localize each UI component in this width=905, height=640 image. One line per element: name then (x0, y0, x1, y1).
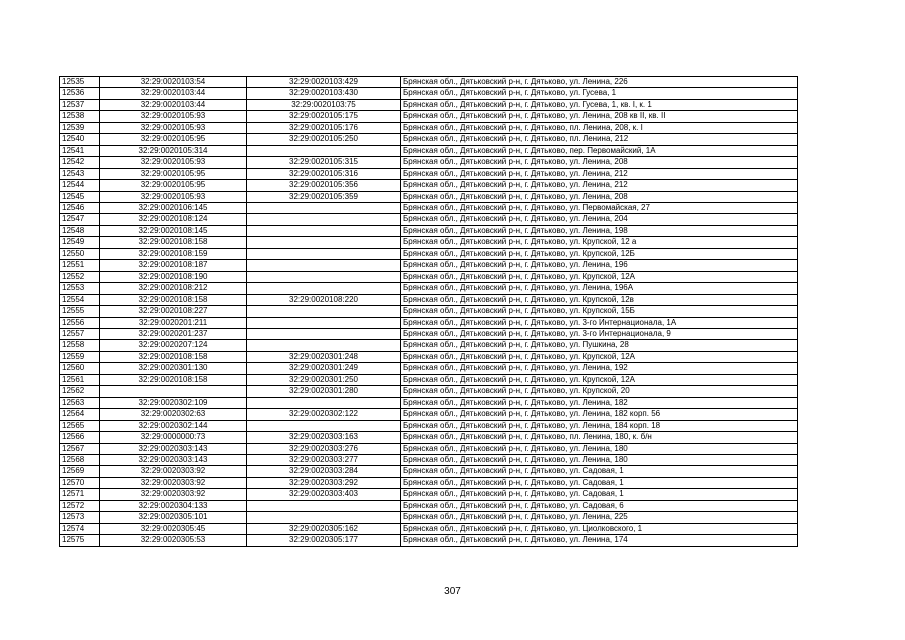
related-cadastral-number-cell (247, 145, 401, 156)
address-cell: Брянская обл., Дятьковский р-н, г. Дятьково, ул. Ленина, 174 (401, 535, 798, 546)
address-cell: Брянская обл., Дятьковский р-н, г. Дятьково, ул. Циолковского, 1 (401, 523, 798, 534)
related-cadastral-number-cell (247, 317, 401, 328)
row-number-cell: 12562 (60, 386, 100, 397)
table-row (60, 432, 798, 443)
related-cadastral-number-cell: 32:29:0020103:430 (247, 88, 401, 99)
table-row (60, 237, 798, 248)
related-cadastral-number-cell: 32:29:0020105:359 (247, 191, 401, 202)
cadastral-number-cell: 32:29:0020108:145 (100, 225, 247, 236)
cadastral-number-cell: 32:29:0020105:314 (100, 145, 247, 156)
related-cadastral-number-cell (247, 340, 401, 351)
related-cadastral-number-cell: 32:29:0020303:403 (247, 489, 401, 500)
table-row (60, 523, 798, 534)
address-cell: Брянская обл., Дятьковский р-н, г. Дятьково, ул. Садовая, 1 (401, 466, 798, 477)
cadastral-number-cell: 32:29:0020304:133 (100, 500, 247, 511)
address-cell: Брянская обл., Дятьковский р-н, г. Дятьково, ул. Ленина, 226 (401, 77, 798, 88)
table-row (60, 512, 798, 523)
related-cadastral-number-cell: 32:29:0020305:162 (247, 523, 401, 534)
cadastral-number-cell: 32:29:0020105:93 (100, 191, 247, 202)
cadastral-number-cell: 32:29:0020303:92 (100, 489, 247, 500)
table-row (60, 340, 798, 351)
table-row (60, 454, 798, 465)
registry-table (59, 76, 798, 547)
cadastral-number-cell: 32:29:0020105:95 (100, 180, 247, 191)
related-cadastral-number-cell (247, 214, 401, 225)
table-row (60, 317, 798, 328)
address-cell: Брянская обл., Дятьковский р-н, г. Дятьково, пл. Ленина, 212 (401, 134, 798, 145)
cadastral-number-cell: 32:29:0020105:93 (100, 122, 247, 133)
table-row (60, 283, 798, 294)
row-number-cell: 12552 (60, 271, 100, 282)
table-row (60, 260, 798, 271)
address-cell: Брянская обл., Дятьковский р-н, г. Дятьково, ул. Крупской, 12 а (401, 237, 798, 248)
related-cadastral-number-cell (247, 512, 401, 523)
cadastral-number-cell: 32:29:0020106:145 (100, 202, 247, 213)
table-row (60, 145, 798, 156)
related-cadastral-number-cell (247, 271, 401, 282)
address-cell: Брянская обл., Дятьковский р-н, г. Дятьково, ул. Ленина, 196 (401, 260, 798, 271)
row-number-cell: 12548 (60, 225, 100, 236)
related-cadastral-number-cell: 32:29:0020301:248 (247, 351, 401, 362)
address-cell: Брянская обл., Дятьковский р-н, г. Дятьково, ул. Ленина, 180 (401, 443, 798, 454)
row-number-cell: 12555 (60, 306, 100, 317)
table-row (60, 168, 798, 179)
cadastral-number-cell: 32:29:0020105:93 (100, 111, 247, 122)
row-number-cell: 12542 (60, 157, 100, 168)
related-cadastral-number-cell: 32:29:0020303:284 (247, 466, 401, 477)
related-cadastral-number-cell (247, 420, 401, 431)
address-cell: Брянская обл., Дятьковский р-н, г. Дятьково, ул. Ленина, 208 (401, 191, 798, 202)
table-row (60, 443, 798, 454)
cadastral-number-cell: 32:29:0000000:73 (100, 432, 247, 443)
related-cadastral-number-cell (247, 202, 401, 213)
related-cadastral-number-cell: 32:29:0020303:277 (247, 454, 401, 465)
cadastral-number-cell: 32:29:0020301:130 (100, 363, 247, 374)
table-row (60, 535, 798, 546)
related-cadastral-number-cell: 32:29:0020103:75 (247, 99, 401, 110)
cadastral-number-cell: 32:29:0020201:211 (100, 317, 247, 328)
cadastral-number-cell: 32:29:0020108:158 (100, 351, 247, 362)
row-number-cell: 12568 (60, 454, 100, 465)
related-cadastral-number-cell: 32:29:0020105:250 (247, 134, 401, 145)
cadastral-number-cell: 32:29:0020303:143 (100, 443, 247, 454)
table-row (60, 409, 798, 420)
row-number-cell: 12539 (60, 122, 100, 133)
table-row (60, 351, 798, 362)
row-number-cell: 12544 (60, 180, 100, 191)
row-number-cell: 12567 (60, 443, 100, 454)
address-cell: Брянская обл., Дятьковский р-н, г. Дятьково, ул. Ленина, 180 (401, 454, 798, 465)
address-cell: Брянская обл., Дятьковский р-н, г. Дятьково, пер. Первомайский, 1А (401, 145, 798, 156)
related-cadastral-number-cell: 32:29:0020103:429 (247, 77, 401, 88)
row-number-cell: 12560 (60, 363, 100, 374)
related-cadastral-number-cell (247, 328, 401, 339)
related-cadastral-number-cell (247, 500, 401, 511)
table-row (60, 328, 798, 339)
address-cell: Брянская обл., Дятьковский р-н, г. Дятьково, ул. Садовая, 1 (401, 477, 798, 488)
related-cadastral-number-cell (247, 248, 401, 259)
related-cadastral-number-cell (247, 397, 401, 408)
row-number-cell: 12570 (60, 477, 100, 488)
row-number-cell: 12561 (60, 374, 100, 385)
table-row (60, 202, 798, 213)
cadastral-number-cell: 32:29:0020201:237 (100, 328, 247, 339)
cadastral-number-cell: 32:29:0020305:101 (100, 512, 247, 523)
cadastral-number-cell: 32:29:0020302:63 (100, 409, 247, 420)
related-cadastral-number-cell: 32:29:0020105:176 (247, 122, 401, 133)
address-cell: Брянская обл., Дятьковский р-н, г. Дятьково, ул. Ленина, 208 кв II, кв. II (401, 111, 798, 122)
table-row (60, 225, 798, 236)
address-cell: Брянская обл., Дятьковский р-н, г. Дятьково, ул. Ленина, 212 (401, 180, 798, 191)
cadastral-number-cell: 32:29:0020103:44 (100, 88, 247, 99)
row-number-cell: 12538 (60, 111, 100, 122)
row-number-cell: 12575 (60, 535, 100, 546)
related-cadastral-number-cell (247, 237, 401, 248)
cadastral-number-cell: 32:29:0020303:143 (100, 454, 247, 465)
address-cell: Брянская обл., Дятьковский р-н, г. Дятьково, ул. Гусева, 1, кв. I, к. 1 (401, 99, 798, 110)
table-row (60, 397, 798, 408)
table-row (60, 111, 798, 122)
related-cadastral-number-cell (247, 306, 401, 317)
address-cell: Брянская обл., Дятьковский р-н, г. Дятьково, ул. Пушкина, 28 (401, 340, 798, 351)
cadastral-number-cell: 32:29:0020207:124 (100, 340, 247, 351)
row-number-cell: 12545 (60, 191, 100, 202)
table-row (60, 134, 798, 145)
address-cell: Брянская обл., Дятьковский р-н, г. Дятьково, ул. 3-го Интернационала, 1А (401, 317, 798, 328)
table-row (60, 386, 798, 397)
cadastral-number-cell (100, 386, 247, 397)
address-cell: Брянская обл., Дятьковский р-н, г. Дятьково, ул. Ленина, 198 (401, 225, 798, 236)
table-row (60, 466, 798, 477)
row-number-cell: 12547 (60, 214, 100, 225)
table-row (60, 500, 798, 511)
table-row (60, 306, 798, 317)
row-number-cell: 12563 (60, 397, 100, 408)
address-cell: Брянская обл., Дятьковский р-н, г. Дятьково, ул. 3-го Интернационала, 9 (401, 328, 798, 339)
row-number-cell: 12569 (60, 466, 100, 477)
related-cadastral-number-cell: 32:29:0020303:292 (247, 477, 401, 488)
cadastral-number-cell: 32:29:0020108:158 (100, 237, 247, 248)
row-number-cell: 12558 (60, 340, 100, 351)
related-cadastral-number-cell: 32:29:0020301:280 (247, 386, 401, 397)
row-number-cell: 12566 (60, 432, 100, 443)
related-cadastral-number-cell: 32:29:0020105:175 (247, 111, 401, 122)
cadastral-number-cell: 32:29:0020108:227 (100, 306, 247, 317)
related-cadastral-number-cell: 32:29:0020305:177 (247, 535, 401, 546)
address-cell: Брянская обл., Дятьковский р-н, г. Дятьково, пл. Ленина, 208, к. I (401, 122, 798, 133)
cadastral-number-cell: 32:29:0020108:159 (100, 248, 247, 259)
cadastral-number-cell: 32:29:0020105:95 (100, 168, 247, 179)
cadastral-number-cell: 32:29:0020303:92 (100, 466, 247, 477)
address-cell: Брянская обл., Дятьковский р-н, г. Дятьково, ул. Крупской, 12А (401, 271, 798, 282)
address-cell: Брянская обл., Дятьковский р-н, г. Дятьково, ул. Ленина, 182 (401, 397, 798, 408)
address-cell: Брянская обл., Дятьковский р-н, г. Дятьково, ул. Гусева, 1 (401, 88, 798, 99)
row-number-cell: 12549 (60, 237, 100, 248)
row-number-cell: 12571 (60, 489, 100, 500)
row-number-cell: 12546 (60, 202, 100, 213)
row-number-cell: 12559 (60, 351, 100, 362)
row-number-cell: 12550 (60, 248, 100, 259)
row-number-cell: 12553 (60, 283, 100, 294)
related-cadastral-number-cell (247, 225, 401, 236)
address-cell: Брянская обл., Дятьковский р-н, г. Дятьково, ул. Крупской, 20 (401, 386, 798, 397)
table-row (60, 157, 798, 168)
address-cell: Брянская обл., Дятьковский р-н, г. Дятьково, ул. Крупской, 12в (401, 294, 798, 305)
table-row (60, 88, 798, 99)
related-cadastral-number-cell: 32:29:0020303:276 (247, 443, 401, 454)
table-row (60, 271, 798, 282)
related-cadastral-number-cell: 32:29:0020301:249 (247, 363, 401, 374)
cadastral-number-cell: 32:29:0020108:187 (100, 260, 247, 271)
table-row (60, 191, 798, 202)
cadastral-number-cell: 32:29:0020302:109 (100, 397, 247, 408)
row-number-cell: 12543 (60, 168, 100, 179)
address-cell: Брянская обл., Дятьковский р-н, г. Дятьково, ул. Ленина, 208 (401, 157, 798, 168)
table-row (60, 180, 798, 191)
related-cadastral-number-cell (247, 260, 401, 271)
cadastral-number-cell: 32:29:0020103:44 (100, 99, 247, 110)
table-row (60, 214, 798, 225)
row-number-cell: 12565 (60, 420, 100, 431)
table-row (60, 99, 798, 110)
address-cell: Брянская обл., Дятьковский р-н, г. Дятьково, ул. Садовая, 1 (401, 489, 798, 500)
address-cell: Брянская обл., Дятьковский р-н, г. Дятьково, пл. Ленина, 180, к. б/н (401, 432, 798, 443)
address-cell: Брянская обл., Дятьковский р-н, г. Дятьково, ул. Ленина, 192 (401, 363, 798, 374)
address-cell: Брянская обл., Дятьковский р-н, г. Дятьково, ул. Ленина, 182 корп. 56 (401, 409, 798, 420)
table-row (60, 489, 798, 500)
address-cell: Брянская обл., Дятьковский р-н, г. Дятьково, ул. Садовая, 6 (401, 500, 798, 511)
address-cell: Брянская обл., Дятьковский р-н, г. Дятьково, ул. Ленина, 225 (401, 512, 798, 523)
cadastral-number-cell: 32:29:0020108:212 (100, 283, 247, 294)
page-number: 307 (444, 586, 461, 597)
related-cadastral-number-cell: 32:29:0020105:356 (247, 180, 401, 191)
table-row (60, 363, 798, 374)
address-cell: Брянская обл., Дятьковский р-н, г. Дятьково, ул. Крупской, 12А (401, 374, 798, 385)
table-row (60, 374, 798, 385)
cadastral-number-cell: 32:29:0020108:190 (100, 271, 247, 282)
row-number-cell: 12556 (60, 317, 100, 328)
related-cadastral-number-cell: 32:29:0020108:220 (247, 294, 401, 305)
table-row (60, 248, 798, 259)
cadastral-number-cell: 32:29:0020105:95 (100, 134, 247, 145)
row-number-cell: 12557 (60, 328, 100, 339)
row-number-cell: 12540 (60, 134, 100, 145)
address-cell: Брянская обл., Дятьковский р-н, г. Дятьково, ул. Ленина, 212 (401, 168, 798, 179)
cadastral-number-cell: 32:29:0020305:53 (100, 535, 247, 546)
table-row (60, 122, 798, 133)
cadastral-number-cell: 32:29:0020305:45 (100, 523, 247, 534)
cadastral-number-cell: 32:29:0020103:54 (100, 77, 247, 88)
related-cadastral-number-cell: 32:29:0020302:122 (247, 409, 401, 420)
table-row (60, 77, 798, 88)
address-cell: Брянская обл., Дятьковский р-н, г. Дятьково, ул. Крупской, 12А (401, 351, 798, 362)
cadastral-number-cell: 32:29:0020108:158 (100, 294, 247, 305)
row-number-cell: 12572 (60, 500, 100, 511)
cadastral-number-cell: 32:29:0020303:92 (100, 477, 247, 488)
related-cadastral-number-cell: 32:29:0020303:163 (247, 432, 401, 443)
address-cell: Брянская обл., Дятьковский р-н, г. Дятьково, ул. Ленина, 184 корп. 18 (401, 420, 798, 431)
cadastral-number-cell: 32:29:0020302:144 (100, 420, 247, 431)
address-cell: Брянская обл., Дятьковский р-н, г. Дятьково, ул. Крупской, 12Б (401, 248, 798, 259)
row-number-cell: 12551 (60, 260, 100, 271)
table-row (60, 294, 798, 305)
cadastral-number-cell: 32:29:0020108:158 (100, 374, 247, 385)
address-cell: Брянская обл., Дятьковский р-н, г. Дятьково, ул. Ленина, 204 (401, 214, 798, 225)
related-cadastral-number-cell: 32:29:0020301:250 (247, 374, 401, 385)
row-number-cell: 12537 (60, 99, 100, 110)
cadastral-number-cell: 32:29:0020105:93 (100, 157, 247, 168)
registry-table-body (60, 77, 798, 547)
address-cell: Брянская обл., Дятьковский р-н, г. Дятьково, ул. Крупской, 15Б (401, 306, 798, 317)
cadastral-number-cell: 32:29:0020108:124 (100, 214, 247, 225)
row-number-cell: 12573 (60, 512, 100, 523)
table-row (60, 477, 798, 488)
row-number-cell: 12574 (60, 523, 100, 534)
table-row (60, 420, 798, 431)
related-cadastral-number-cell (247, 283, 401, 294)
row-number-cell: 12554 (60, 294, 100, 305)
address-cell: Брянская обл., Дятьковский р-н, г. Дятьково, ул. Ленина, 196А (401, 283, 798, 294)
related-cadastral-number-cell: 32:29:0020105:315 (247, 157, 401, 168)
row-number-cell: 12564 (60, 409, 100, 420)
row-number-cell: 12541 (60, 145, 100, 156)
related-cadastral-number-cell: 32:29:0020105:316 (247, 168, 401, 179)
row-number-cell: 12535 (60, 77, 100, 88)
row-number-cell: 12536 (60, 88, 100, 99)
address-cell: Брянская обл., Дятьковский р-н, г. Дятьково, ул. Первомайская, 27 (401, 202, 798, 213)
